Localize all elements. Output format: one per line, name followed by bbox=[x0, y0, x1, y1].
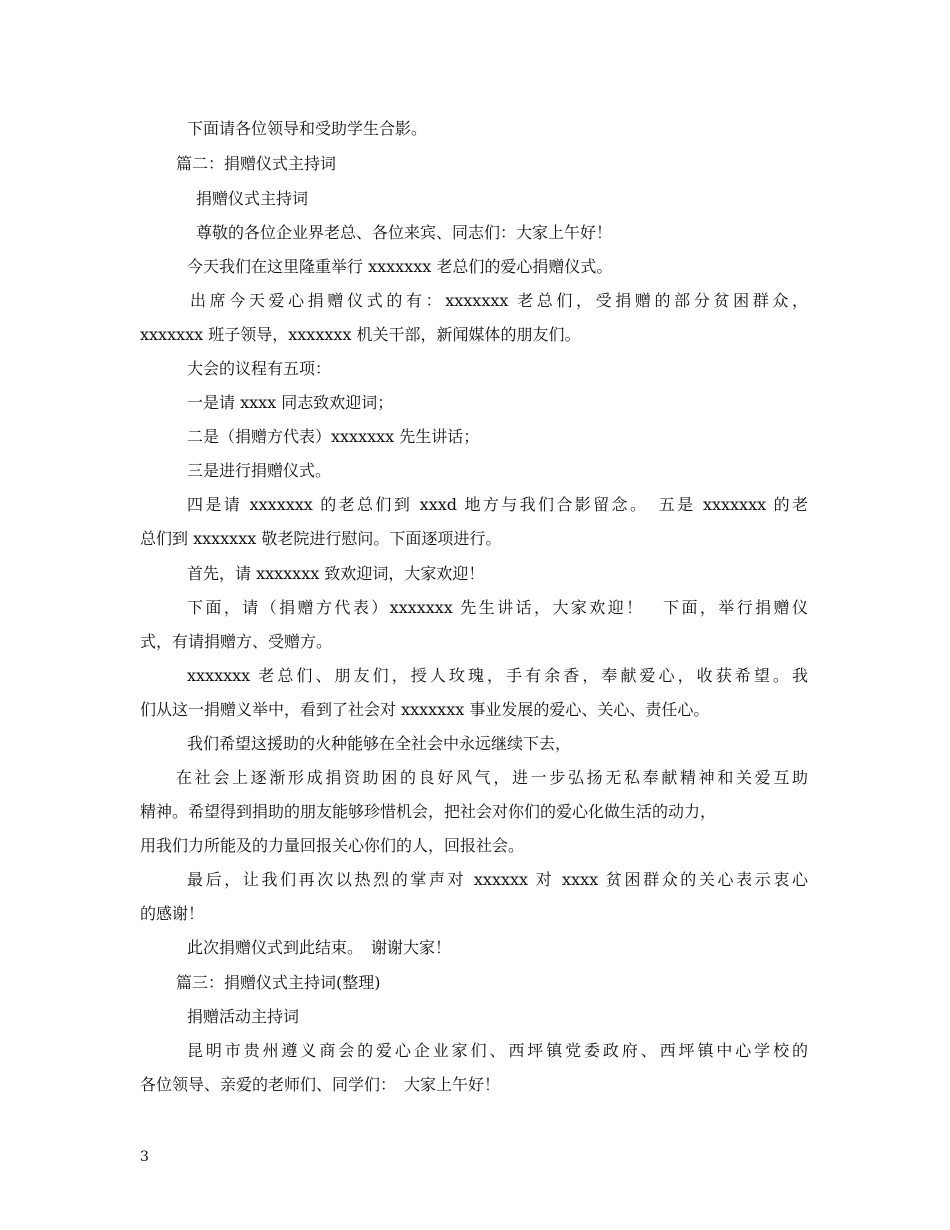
text-line-18: 们从这一捐赠义举中，看到了社会对 xxxxxxx 事业发展的爱心、关心、责任心。 bbox=[140, 700, 710, 719]
text-line-14: 首先，请 xxxxxxx 致欢迎词，大家欢迎！ bbox=[187, 564, 485, 583]
text-line-7: xxxxxxx 班子领导，xxxxxxx 机关干部，新闻媒体的朋友们。 bbox=[140, 325, 581, 344]
text-line-20: 在社会上逐渐形成捐资助困的良好风气，进一步弘扬无私奉献精神和关爱互助 bbox=[176, 768, 808, 787]
text-line-28: 昆明市贵州遵义商会的爱心企业家们、西坪镇党委政府、西坪镇中心学校的 bbox=[187, 1041, 808, 1060]
text-line-23: 最后，让我们再次以热烈的掌声对 xxxxxx 对 xxxx 贫困群众的关心表示衷心 bbox=[187, 870, 808, 889]
text-line-4: 尊敬的各位企业界老总、各位来宾、同志们：大家上午好！ bbox=[196, 223, 613, 242]
text-line-24: 的感谢！ bbox=[140, 904, 205, 923]
text-line-22: 用我们力所能及的力量回报关心你们的人，回报社会。 bbox=[140, 836, 525, 855]
text-line-13: 总们到 xxxxxxx 敬老院进行慰问。下面逐项进行。 bbox=[140, 529, 502, 548]
text-line-29: 各位领导、亲爱的老师们、同学们： 大家上午好！ bbox=[140, 1075, 501, 1094]
text-line-1: 下面请各位领导和受助学生合影。 bbox=[187, 119, 428, 138]
page-number: 3 bbox=[140, 1149, 149, 1165]
subheading-2: 捐赠仪式主持词 bbox=[196, 189, 309, 208]
text-line-6: 出席今天爱心捐赠仪式的有：xxxxxxx 老总们，受捐赠的部分贫困群众， bbox=[190, 291, 808, 310]
text-line-5: 今天我们在这里隆重举行 xxxxxxx 老总们的爱心捐赠仪式。 bbox=[187, 257, 613, 276]
text-line-21: 精神。希望得到捐助的朋友能够珍惜机会，把社会对你们的爱心化做生活的动力， bbox=[140, 802, 717, 821]
text-line-17: xxxxxxx 老总们、朋友们，授人玫瑰，手有余香，奉献爱心，收获希望。我 bbox=[187, 666, 808, 685]
text-line-16: 式，有请捐赠方、受赠方。 bbox=[140, 632, 333, 651]
text-line-9: 一是请 xxxx 同志致欢迎词； bbox=[187, 393, 394, 412]
text-line-12: 四是请 xxxxxxx 的老总们到 xxxd 地方与我们合影留念。 五是 xxxxxxx 的老 bbox=[187, 495, 808, 514]
section-heading-3: 篇三：捐赠仪式主持词(整理) bbox=[176, 973, 381, 992]
text-line-10: 二是（捐赠方代表）xxxxxxx 先生讲话； bbox=[187, 427, 480, 446]
section-heading-2: 篇二：捐赠仪式主持词 bbox=[176, 154, 337, 173]
text-line-19: 我们希望这援助的火种能够在全社会中永远继续下去， bbox=[187, 734, 572, 753]
text-line-25: 此次捐赠仪式到此结束。 谢谢大家！ bbox=[187, 938, 452, 957]
text-line-15: 下面，请（捐赠方代表）xxxxxxx 先生讲话，大家欢迎！ 下面，举行捐赠仪 bbox=[187, 598, 808, 617]
subheading-3: 捐赠活动主持词 bbox=[187, 1007, 300, 1026]
text-line-11: 三是进行捐赠仪式。 bbox=[187, 461, 332, 480]
text-line-8: 大会的议程有五项： bbox=[187, 359, 332, 378]
